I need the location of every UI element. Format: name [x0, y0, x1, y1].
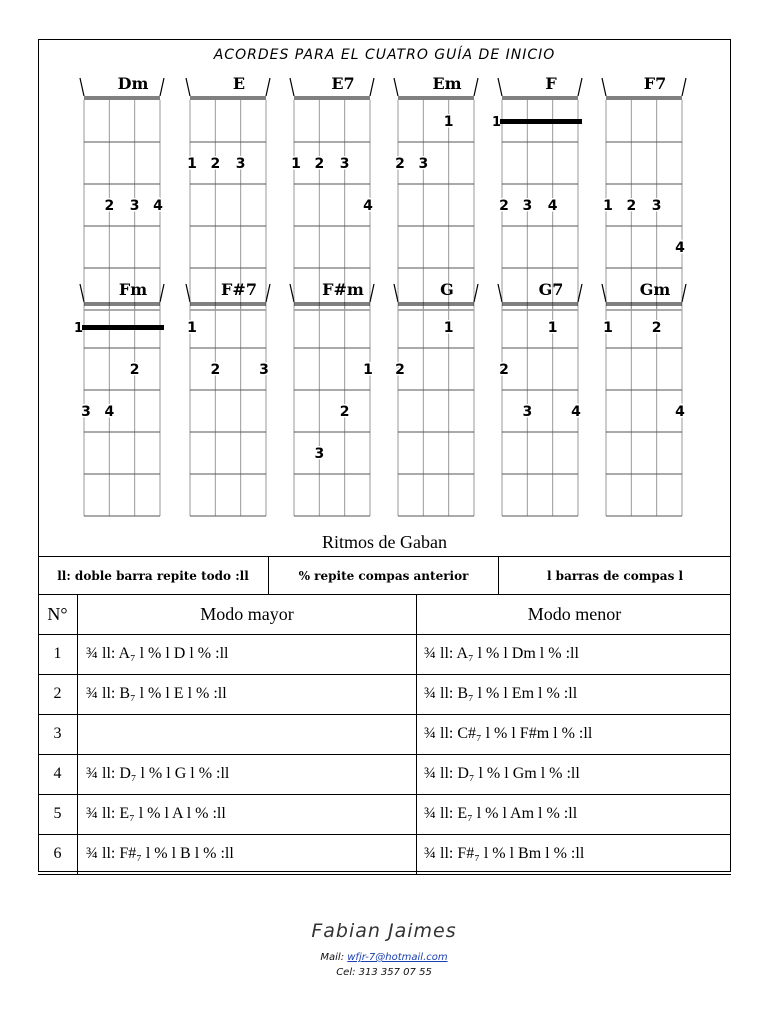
table-row: [38, 754, 731, 794]
headstock-left-edge: [394, 78, 398, 96]
notation-legend: [38, 556, 731, 595]
chord-name: Fm: [118, 280, 148, 299]
row-number: 4: [38, 755, 78, 794]
chord-name: G7: [538, 280, 564, 299]
finger-number: 1: [363, 362, 373, 378]
finger-number: 3: [235, 156, 246, 172]
finger-number: 2: [499, 362, 509, 378]
chord-grid: [290, 278, 394, 518]
header-minor-mode: Modo menor: [527, 604, 622, 624]
finger-number: 3: [81, 404, 91, 420]
finger-number: 3: [522, 404, 533, 420]
minor-pattern: ¾ ll: B₇ l % l Em l % :ll: [424, 685, 578, 702]
major-pattern: ¾ ll: B₇ l % l E l % :ll: [78, 675, 417, 714]
headstock-left-edge: [186, 78, 190, 96]
row-number: 5: [38, 795, 78, 834]
finger-number: 3: [651, 198, 662, 214]
headstock-left-edge: [394, 284, 398, 302]
finger-number: 2: [395, 156, 405, 172]
finger-number: 2: [210, 156, 221, 172]
chord-diagram: [394, 278, 498, 510]
finger-number: 2: [104, 198, 115, 214]
finger-number: 3: [339, 156, 350, 172]
chord-grid: [394, 72, 498, 312]
row-number: 3: [38, 715, 78, 754]
chord-name: Dm: [117, 74, 149, 93]
major-pattern: ¾ ll: F#₇ l % l B l % :ll: [78, 835, 417, 874]
finger-number: 1: [603, 320, 613, 336]
chord-name: F7: [643, 74, 667, 93]
finger-number: 4: [675, 404, 685, 420]
headstock-left-edge: [602, 78, 606, 96]
headstock-left-edge: [290, 284, 294, 302]
minor-pattern: ¾ ll: C#₇ l % l F#m l % :ll: [424, 725, 593, 742]
finger-number: 1: [603, 198, 613, 214]
finger-number: 2: [499, 198, 509, 214]
chord-grid: [498, 278, 602, 518]
chord-name: F: [545, 74, 557, 93]
finger-number: 3: [522, 198, 533, 214]
chord-diagram: [80, 72, 184, 304]
headstock-left-edge: [498, 78, 502, 96]
chord-name: G: [440, 280, 454, 299]
minor-pattern: ¾ ll: F#₇ l % l Bm l % :ll: [424, 845, 585, 862]
finger-number: 2: [314, 156, 325, 172]
finger-number: 1: [443, 320, 454, 336]
author-name: Fabian Jaimes: [311, 920, 457, 942]
major-pattern: ¾ ll: E₇ l % l A l % :ll: [78, 795, 417, 834]
chord-diagram: [602, 278, 706, 510]
table-row: [38, 674, 731, 714]
headstock-left-edge: [602, 284, 606, 302]
chord-grid: [186, 72, 290, 312]
finger-number: 2: [339, 404, 350, 420]
headstock-left-edge: [80, 78, 84, 96]
chord-diagram: [186, 278, 290, 510]
rhythm-section-title: Ritmos de Gaban: [322, 532, 447, 552]
chord-diagram: [492, 72, 602, 304]
barre-finger-label: 1: [492, 115, 502, 130]
chord-grid: [602, 72, 706, 312]
finger-number: 4: [675, 240, 685, 256]
finger-number: 1: [547, 320, 558, 336]
major-pattern: [78, 715, 417, 754]
row-number: 2: [38, 675, 78, 714]
chord-grid: [492, 72, 602, 312]
headstock-left-edge: [290, 78, 294, 96]
legend-repeat-all: ll: doble barra repite todo :ll: [57, 569, 249, 583]
finger-number: 3: [129, 198, 140, 214]
minor-pattern: ¾ ll: E₇ l % l Am l % :ll: [424, 805, 578, 822]
major-pattern: ¾ ll: A₇ l % l D l % :ll: [78, 635, 417, 674]
finger-number: 4: [104, 404, 115, 420]
barre-finger-label: 1: [74, 321, 84, 336]
chord-name: E: [232, 74, 246, 93]
finger-number: 1: [187, 320, 197, 336]
table-row: [38, 714, 731, 754]
chord-grid: [74, 278, 184, 518]
finger-number: 3: [259, 362, 269, 378]
finger-number: 2: [129, 362, 140, 378]
chord-grid: [290, 72, 394, 312]
finger-number: 4: [571, 404, 581, 420]
mail-link[interactable]: wfjr-7@hotmail.com: [347, 952, 448, 963]
finger-number: 3: [418, 156, 429, 172]
headstock-left-edge: [498, 284, 502, 302]
header-number: N°: [38, 595, 78, 634]
row-number: 1: [38, 635, 78, 674]
finger-number: 2: [210, 362, 221, 378]
finger-number: 2: [395, 362, 405, 378]
chord-diagram: [498, 278, 602, 510]
chord-name: F#7: [221, 280, 257, 299]
table-header-row: [38, 594, 731, 634]
mail-label: Mail:: [320, 952, 345, 963]
finger-number: 1: [187, 156, 197, 172]
finger-number: 2: [651, 320, 662, 336]
legend-bar-lines: l barras de compas l: [546, 569, 684, 583]
table-row: [38, 834, 731, 874]
chord-grid: [186, 278, 290, 518]
chord-name: F#m: [322, 280, 364, 299]
minor-pattern: ¾ ll: A₇ l % l Dm l % :ll: [424, 645, 579, 662]
finger-number: 1: [291, 156, 301, 172]
chord-grid: [602, 278, 706, 518]
contact-mail: [0, 952, 768, 963]
chord-diagram: [290, 278, 394, 510]
legend-repeat-previous: % repite compas anterior: [298, 569, 469, 583]
page-title: ACORDES PARA EL CUATRO GUÍA DE INICIO: [213, 47, 556, 63]
barre-bar: [82, 325, 164, 330]
row-number: 6: [38, 835, 78, 874]
chord-name: Gm: [639, 280, 671, 299]
finger-number: 4: [547, 198, 558, 214]
table-row: [38, 634, 731, 674]
chord-diagram: [74, 278, 184, 510]
headstock-left-edge: [186, 284, 190, 302]
table-bottom-border: [38, 874, 731, 875]
header-major-mode: Modo mayor: [78, 595, 417, 634]
chord-grid: [394, 278, 498, 518]
finger-number: 4: [153, 198, 163, 214]
finger-number: 3: [314, 446, 325, 462]
finger-number: 1: [443, 114, 454, 130]
barre-bar: [500, 119, 582, 124]
chord-diagram: [394, 72, 498, 304]
major-pattern: ¾ ll: D₇ l % l G l % :ll: [78, 755, 417, 794]
chord-name: Em: [432, 74, 462, 93]
finger-number: 4: [363, 198, 373, 214]
table-row: [38, 794, 731, 834]
chord-diagram: [602, 72, 706, 304]
headstock-left-edge: [80, 284, 84, 302]
chord-grid: [80, 72, 184, 312]
chord-diagram: [290, 72, 394, 304]
chord-name: E7: [331, 74, 355, 93]
finger-number: 2: [626, 198, 637, 214]
minor-pattern: ¾ ll: D₇ l % l Gm l % :ll: [424, 765, 580, 782]
chord-diagram: [186, 72, 290, 304]
contact-phone: Cel: 313 357 07 55: [336, 967, 432, 978]
